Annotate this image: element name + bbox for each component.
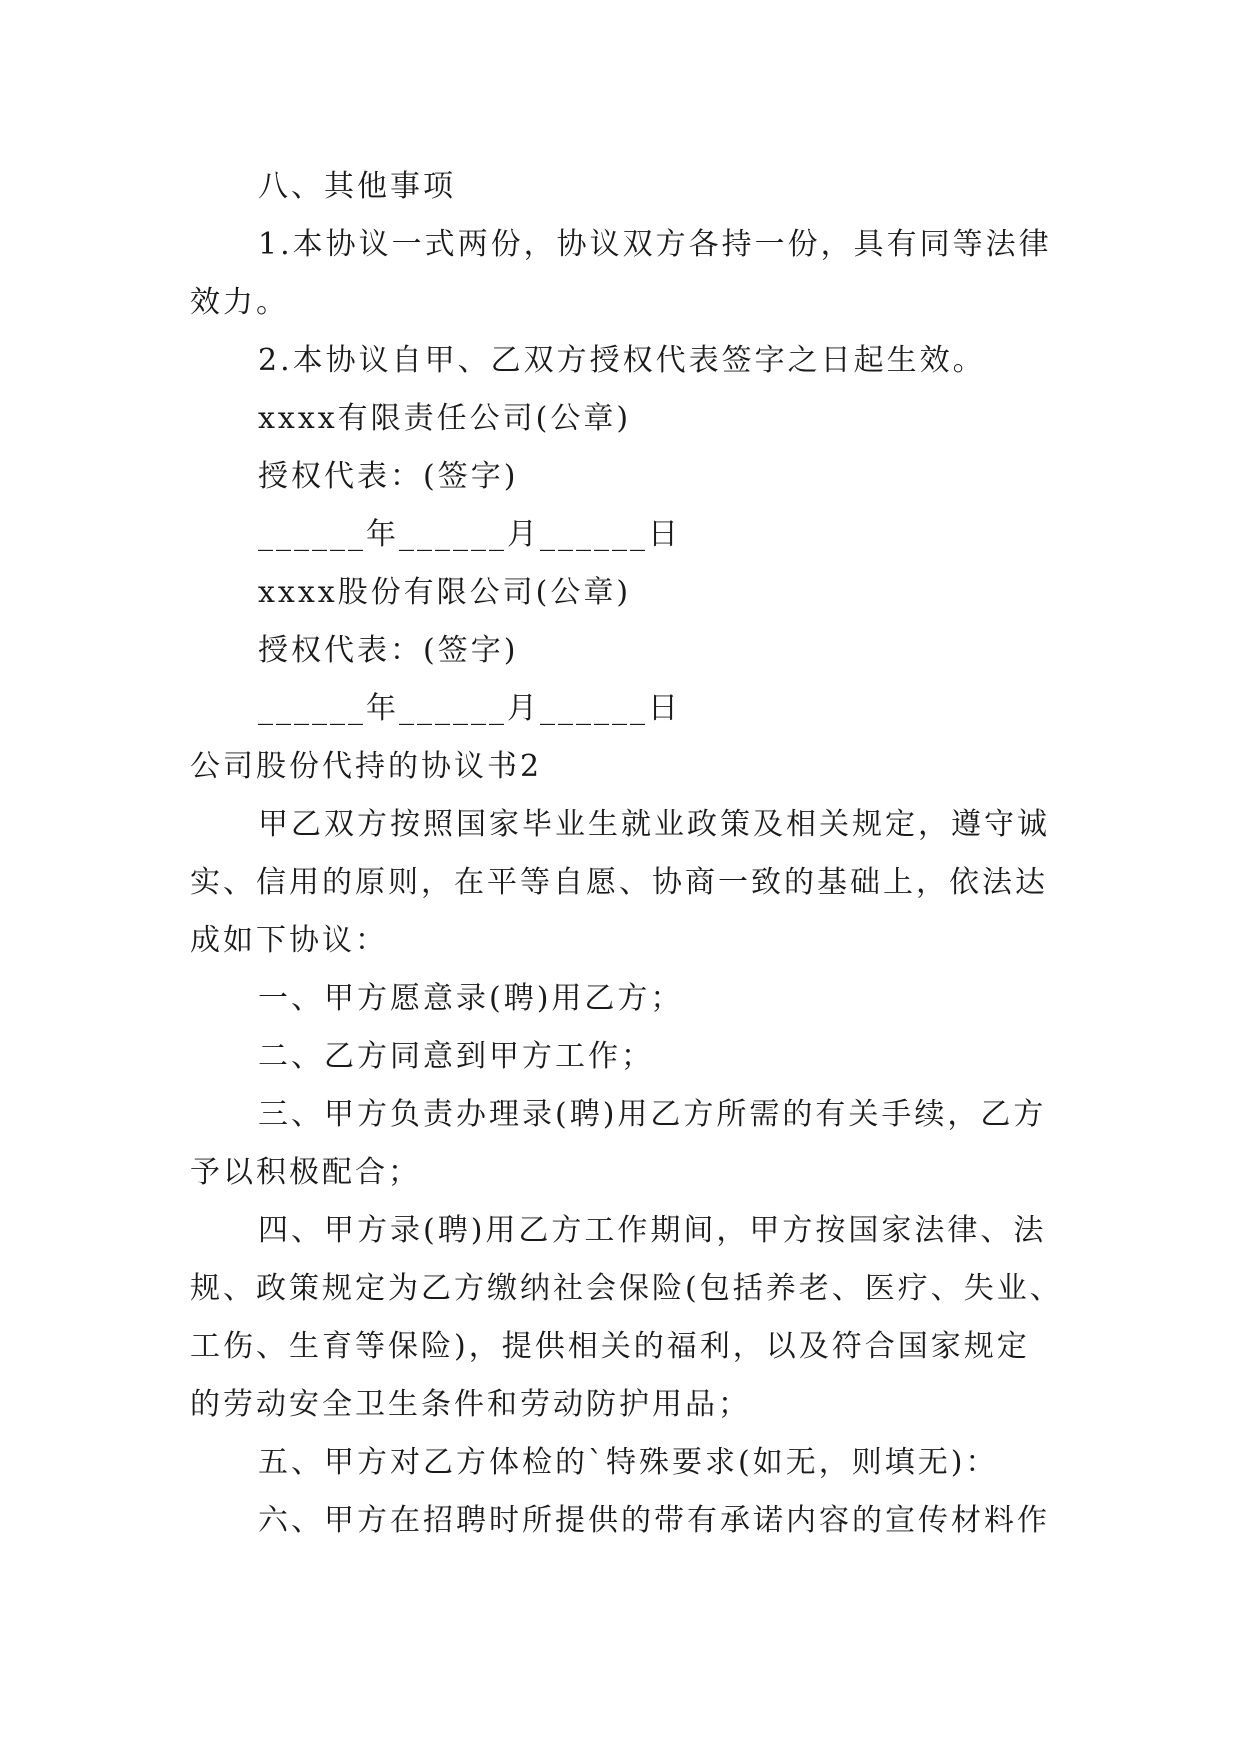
party-b-company-seal: xxxx股份有限公司(公章) <box>258 575 632 610</box>
clause-3: 三、甲方负责办理录(聘)用乙方所需的有关手续，乙方 <box>258 1097 1047 1132</box>
clause-6: 六、甲方在招聘时所提供的带有承诺内容的宣传材料作 <box>258 1503 1050 1538</box>
party-b-date-line: ______年______月______日 <box>258 691 681 726</box>
paragraph-line: 工伤、生育等保险)，提供相关的福利，以及符合国家规定 <box>190 1329 1030 1364</box>
clause-5: 五、甲方对乙方体检的`特殊要求(如无，则填无)： <box>258 1445 999 1480</box>
paragraph-line: 规、政策规定为乙方缴纳社会保险(包括养老、医疗、失业、 <box>190 1271 1063 1306</box>
paragraph-line: 的劳动安全卫生条件和劳动防护用品； <box>190 1387 751 1422</box>
party-a-representative-signature: 授权代表：(签字) <box>258 459 519 494</box>
document-title-2: 公司股份代持的协议书2 <box>190 749 543 784</box>
clause-1: 一、甲方愿意录(聘)用乙方； <box>258 981 684 1016</box>
document-body <box>190 158 1063 1550</box>
section-heading-other-matters: 八、其他事项 <box>258 169 456 204</box>
party-b-representative-signature: 授权代表：(签字) <box>258 633 519 668</box>
paragraph-line: 2.本协议自甲、乙双方授权代表签字之日起生效。 <box>258 343 986 378</box>
paragraph-line: 成如下协议： <box>190 923 388 958</box>
clause-4: 四、甲方录(聘)用乙方工作期间，甲方按国家法律、法 <box>258 1213 1047 1248</box>
party-a-company-seal: xxxx有限责任公司(公章) <box>258 401 632 436</box>
paragraph-line: 效力。 <box>190 285 289 320</box>
paragraph-line: 1.本协议一式两份，协议双方各持一份，具有同等法律 <box>258 227 1052 262</box>
paragraph-line: 甲乙双方按照国家毕业生就业政策及相关规定，遵守诚 <box>258 807 1050 842</box>
clause-2: 二、乙方同意到甲方工作； <box>258 1039 654 1074</box>
paragraph-line: 予以积极配合； <box>190 1155 421 1190</box>
paragraph-line: 实、信用的原则，在平等自愿、协商一致的基础上，依法达 <box>190 865 1048 900</box>
party-a-date-line: ______年______月______日 <box>258 517 681 552</box>
